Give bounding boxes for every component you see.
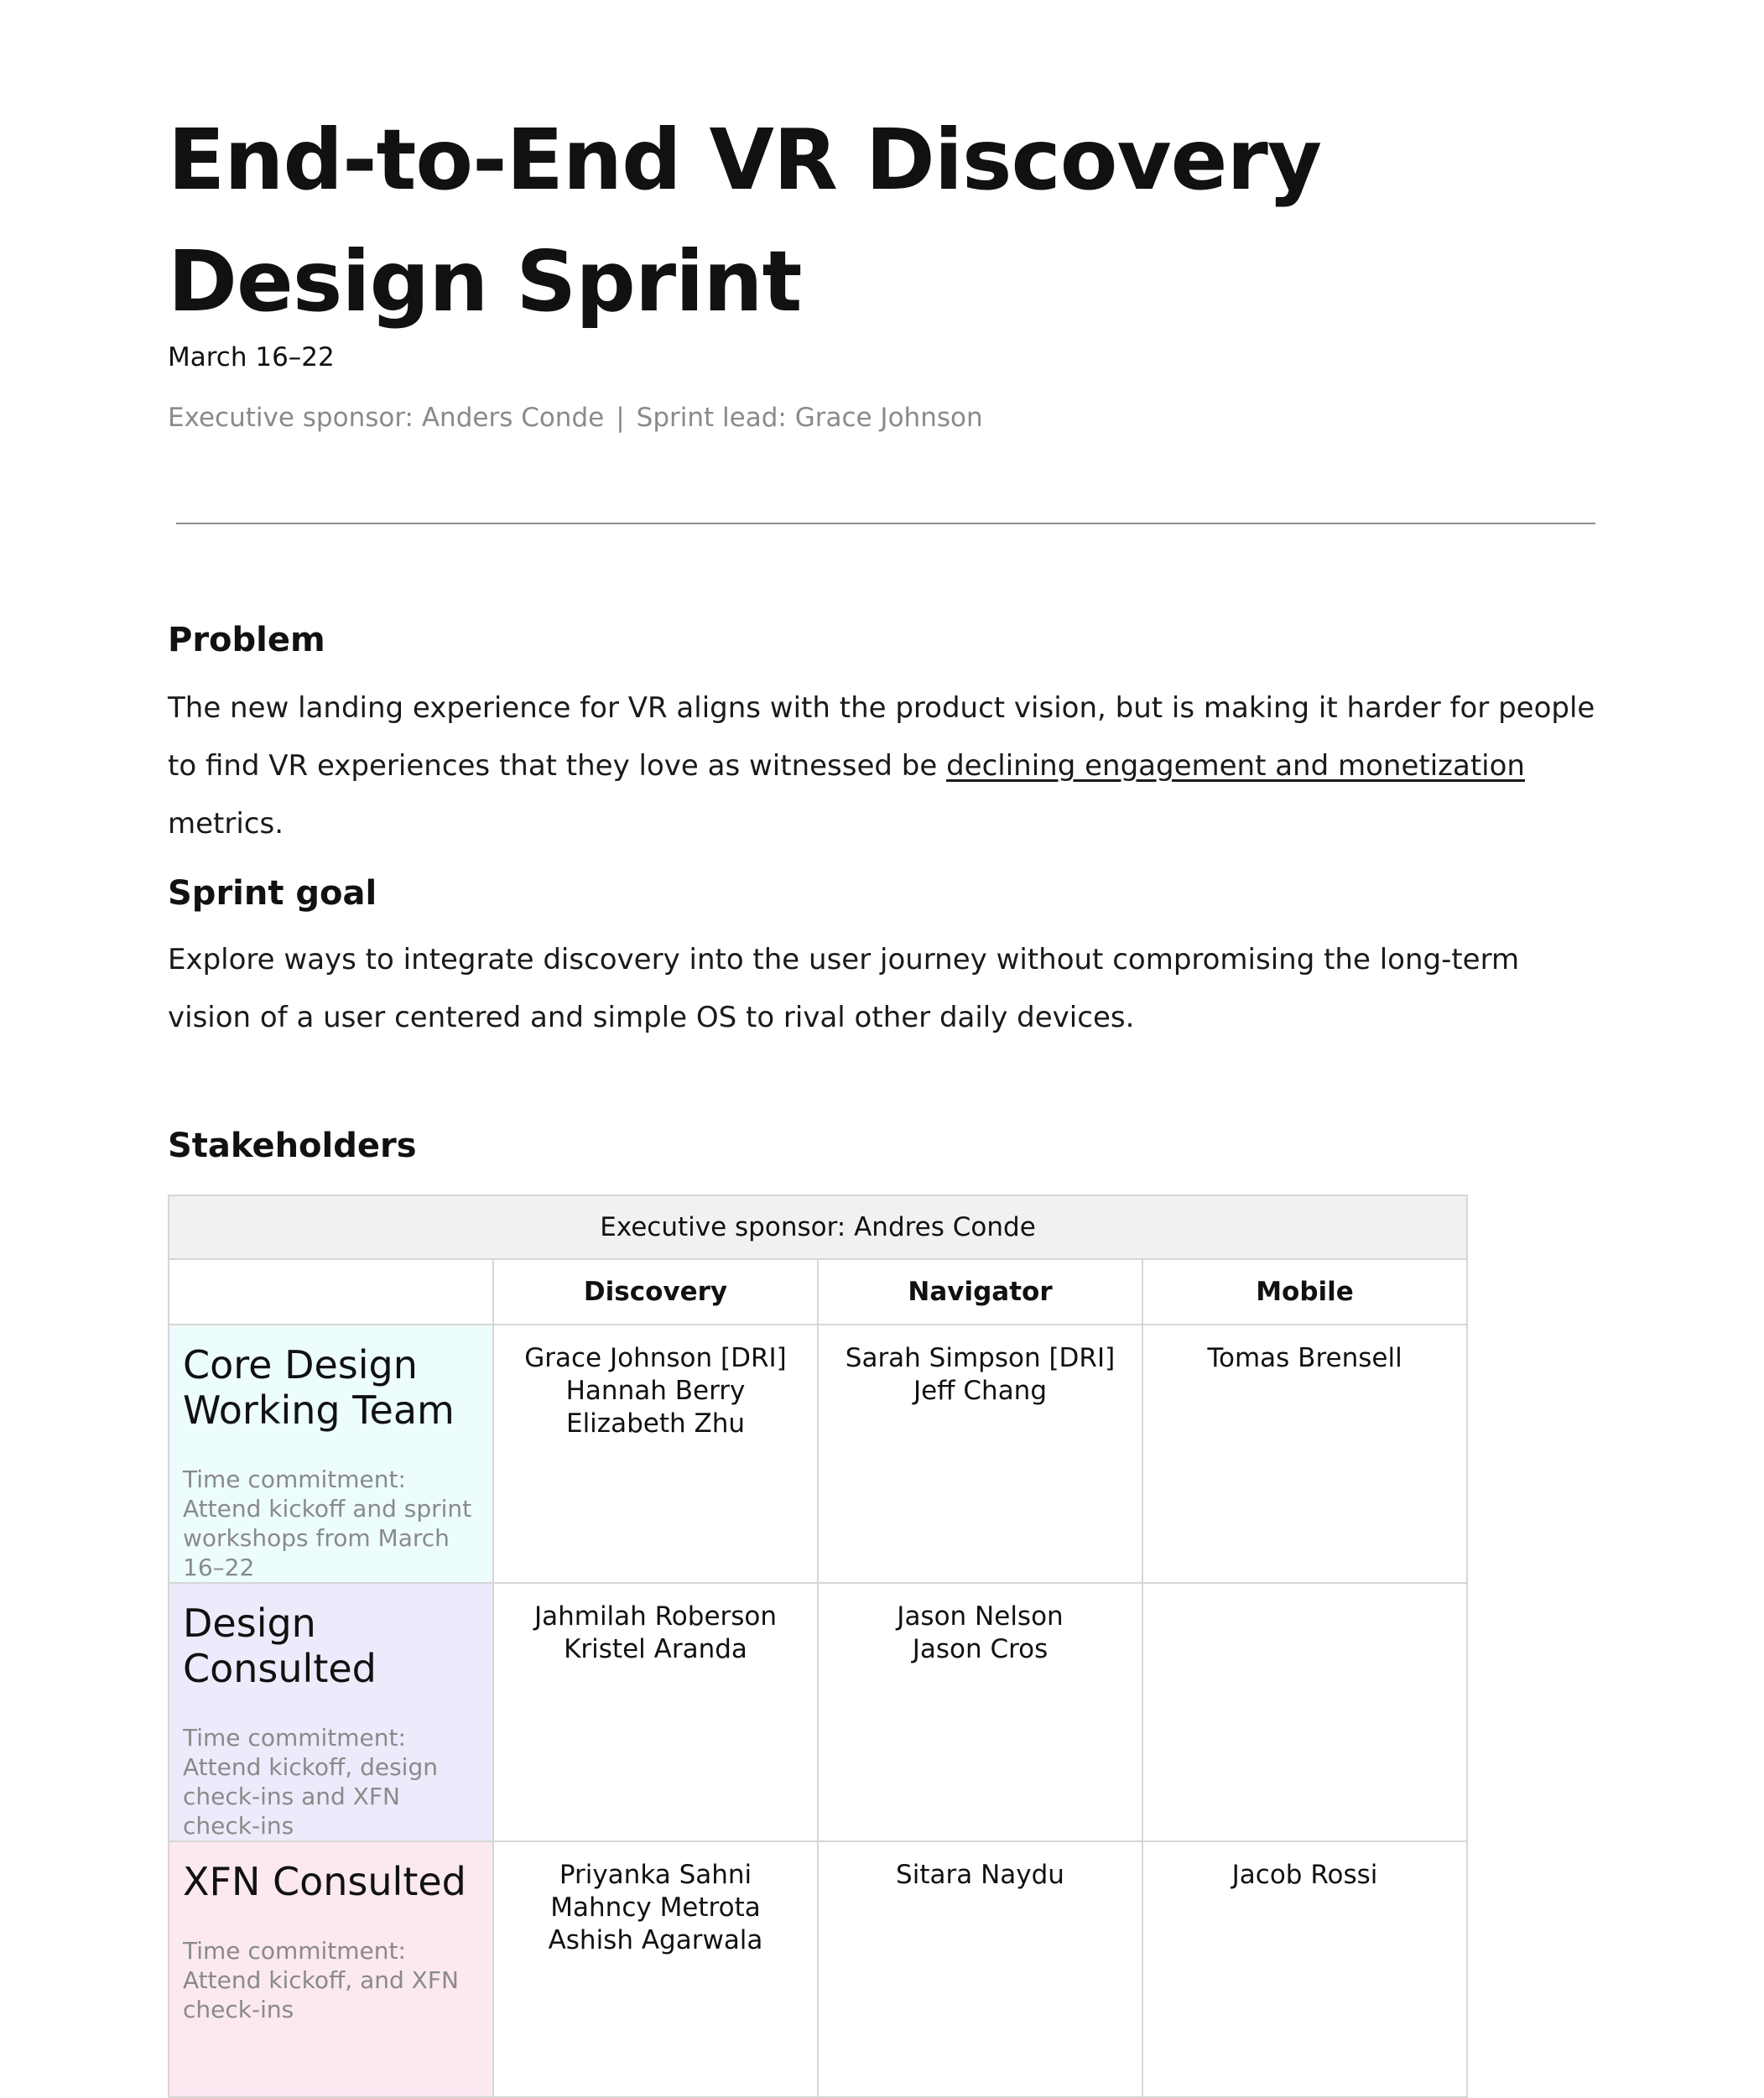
sprint-goal-heading: Sprint goal (168, 874, 377, 913)
problem-text-start: The new landing experience for VR aligns with the product vision, but is making it harder for people to find VR experiences that they love as witnessed be (168, 691, 1595, 783)
group-name: XFN Consulted (183, 1859, 466, 1904)
problem-heading: Problem (168, 621, 325, 659)
table-row (169, 1195, 1467, 1259)
mobile-members (1142, 1841, 1467, 2097)
member-name: Jacob Rossi (1231, 1860, 1378, 1890)
group-cell-xfn-consulted (169, 1841, 493, 2097)
sprint-meta (168, 403, 983, 433)
sprint-lead-text: Sprint lead: Grace Johnson (636, 403, 983, 433)
horizontal-divider (176, 523, 1595, 524)
member-name: Jason Cros (912, 1634, 1049, 1664)
mobile-members (1142, 1583, 1467, 1841)
discovery-members (493, 1841, 818, 2097)
member-name: Tomas Brensell (1207, 1343, 1402, 1373)
navigator-members (818, 1583, 1142, 1841)
member-name: Jason Nelson (897, 1601, 1064, 1632)
document-title-line-1: End-to-End VR Discovery (168, 111, 1321, 209)
time-commitment: Time commitment: Attend kickoff, design check-ins and XFN check-ins (183, 1724, 438, 1840)
problem-text (168, 679, 1610, 853)
meta-separator: | (616, 403, 625, 433)
member-name: Priyanka Sahni (559, 1860, 752, 1890)
sprint-goal-text: Explore ways to integrate discovery into the user journey without compromising the long-term vision of a user centered and simple OS to rival other daily devices. (168, 943, 1520, 1034)
document-title (168, 99, 1426, 342)
group-cell-core-design (169, 1325, 493, 1583)
table-row (169, 1325, 1467, 1583)
discovery-members (493, 1325, 818, 1583)
group-name: Core Design Working Team (183, 1342, 455, 1433)
member-name: Ashish Agarwala (548, 1925, 763, 1955)
table-header-row (169, 1259, 1467, 1325)
sprint-date: March 16–22 (168, 342, 335, 372)
member-name: Sitara Naydu (896, 1860, 1064, 1890)
member-name: Sarah Simpson [DRI] (845, 1343, 1116, 1373)
stakeholders-heading: Stakeholders (168, 1127, 417, 1165)
member-name: Elizabeth Zhu (565, 1408, 746, 1439)
group-name: Design Consulted (183, 1601, 377, 1691)
navigator-members (818, 1325, 1142, 1583)
navigator-members (818, 1841, 1142, 2097)
discovery-members (493, 1583, 818, 1841)
problem-text-end: metrics. (168, 807, 284, 841)
member-name: Grace Johnson [DRI] (524, 1343, 787, 1373)
member-name: Hannah Berry (565, 1376, 746, 1406)
executive-sponsor-cell: Executive sponsor: Andres Conde (169, 1195, 1467, 1259)
member-name: Kristel Aranda (564, 1634, 747, 1664)
engagement-metrics-link[interactable]: declining engagement and monetization (946, 749, 1525, 783)
member-name: Mahncy Metrota (550, 1892, 761, 1923)
time-commitment: Time commitment: Attend kickoff, and XFN check-ins (183, 1937, 459, 2023)
column-header-mobile: Mobile (1142, 1259, 1467, 1325)
column-header-navigator: Navigator (818, 1259, 1142, 1325)
time-commitment: Time commitment: Attend kickoff and sprint workshops from March 16–22 (183, 1465, 472, 1581)
table-row (169, 1583, 1467, 1841)
group-cell-design-consulted (169, 1583, 493, 1841)
document-title-line-2: Design Sprint (168, 232, 802, 331)
member-name: Jahmilah Roberson (533, 1601, 778, 1632)
stakeholders-table (168, 1195, 1468, 2098)
executive-sponsor-text: Executive sponsor: Anders Conde (168, 403, 605, 433)
mobile-members (1142, 1325, 1467, 1583)
member-name: Jeff Chang (913, 1376, 1048, 1406)
table-row (169, 1841, 1467, 2097)
table-header-empty (169, 1259, 493, 1325)
column-header-discovery: Discovery (493, 1259, 818, 1325)
